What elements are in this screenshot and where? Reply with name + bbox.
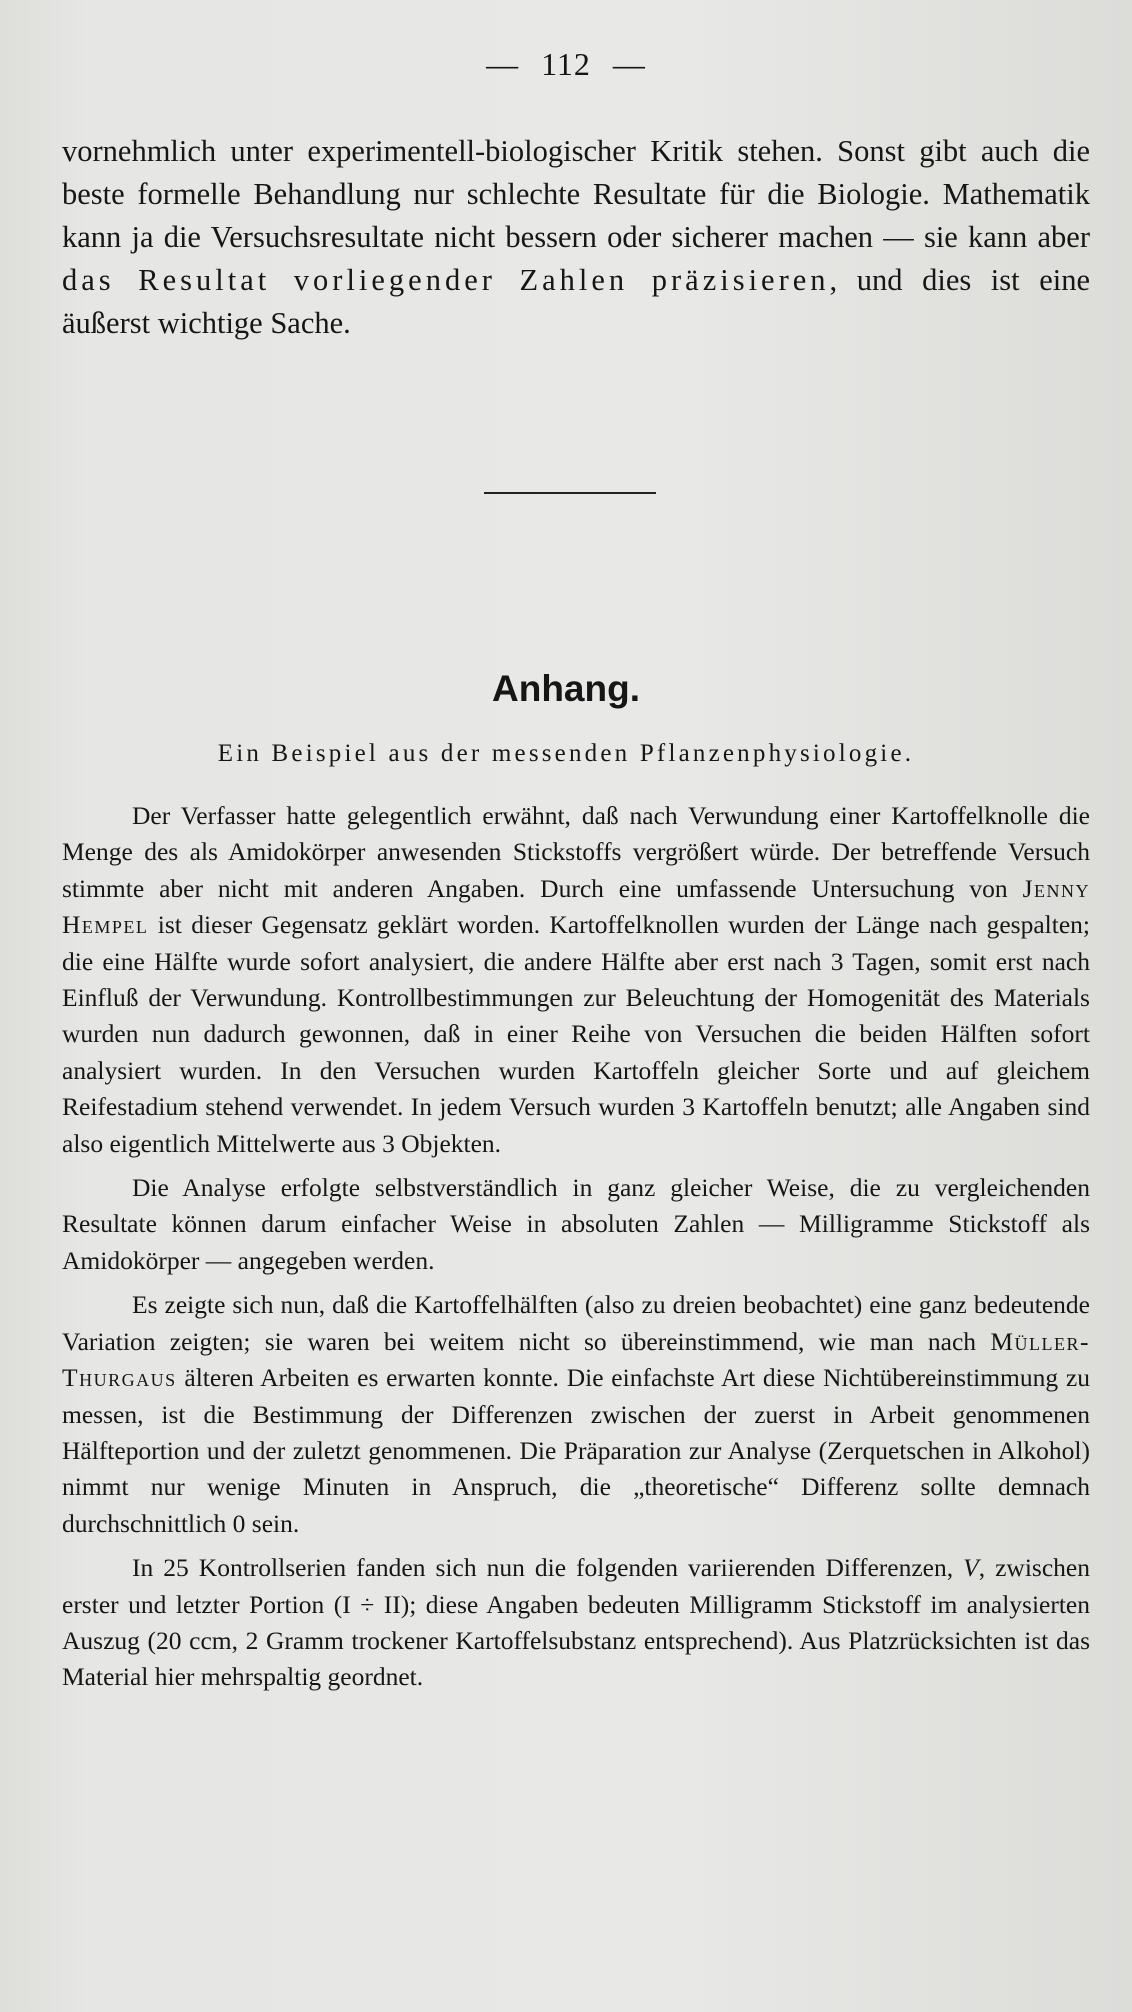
intro-paragraph bbox=[62, 130, 1090, 345]
p1-text-b: ist dieser Gegensatz geklärt worden. Kartoffelknollen wurden der Länge nach gespalten; die eine Hälfte wurde sofort analysiert, die andere Hälfte aber erst nach 3 Tagen, somit erst nach Einfluß der Verwundung. Kontrollbestimmungen zur Beleuchtung der Homogenität des Materials wurden nun dadurch gewonnen, daß in einer Reihe von Versuchen die beiden Hälften sofort analysiert wurden. In den Versuchen wurden Kartoffeln gleicher Sorte und auf gleichem Reifestadium stehend verwendet. In jedem Versuch wurden 3 Kartoffeln benutzt; alle Angaben sind also eigentlich Mittelwerte aus 3 Objekten. bbox=[62, 910, 1090, 1158]
paragraph-2: Die Analyse erfolgte selbstverständlich in ganz gleicher Weise, die zu vergleichenden Resultate können darum einfacher Weise in absoluten Zahlen — Milligramme Stickstoff als Amidokörper — angegeben werden. bbox=[62, 1173, 1090, 1275]
paragraph-4 bbox=[62, 1550, 1090, 1696]
variable-v: V bbox=[963, 1553, 979, 1583]
page-number-dash-right: — bbox=[612, 46, 646, 82]
page-number-dash-left: — bbox=[486, 46, 520, 82]
intro-text-2: , und dies ist eine äußerst wichtige Sache. bbox=[62, 263, 1091, 340]
section-divider bbox=[484, 492, 656, 494]
p1-text-a: Der Verfasser hatte gelegentlich erwähnt, daß nach Verwundung einer Kartoffelknolle die Menge des als Amidokörper anwesenden Stickstoffs vergrößert würde. Der betreffende Versuch stimmte aber nicht mit anderen Angaben. Durch eine umfassende Untersuchung von bbox=[62, 801, 1090, 903]
page-number-value: 112 bbox=[541, 46, 591, 82]
p3-text-a: Es zeigte sich nun, daß die Kartoffelhälften (also zu dreien beobachtet) eine ganz bedeutende Variation zeigten; sie waren bei weitem nicht so übereinstimmend, wie man nach bbox=[62, 1290, 1090, 1356]
page-number bbox=[0, 46, 1132, 83]
appendix-title: Anhang. bbox=[492, 668, 640, 709]
paragraph-1 bbox=[62, 798, 1090, 1162]
p4-text-b: , zwischen erster und letzter Portion (I ÷ II); diese Angaben bedeuten Milligramm Stickstoff im analysierten Auszug (20 ccm, 2 Gramm trockener Kartoffelsubstanz entsprechend). Aus Platzrücksichten ist das Material hier mehrspaltig geordnet. bbox=[62, 1553, 1090, 1692]
author-name-hempel: Jenny Hempel bbox=[62, 873, 1090, 940]
appendix-body bbox=[62, 798, 1090, 1696]
p4-text-a: In 25 Kontrollserien fanden sich nun die folgenden variierenden Differenzen, bbox=[132, 1553, 964, 1583]
p3-text-b: älteren Arbeiten es erwarten konnte. Die einfachste Art diese Nichtübereinstimmung zu messen, ist die Bestimmung der Differenzen zwischen der zuerst in Arbeit genommenen Hälfteportion und der zuletzt genommenen. Die Präparation zur Analyse (Zerquetschen in Alkohol) nimmt nur wenige Minuten in Anspruch, die „theoretische“ Differenz sollte demnach durchschnittlich 0 sein. bbox=[62, 1363, 1090, 1538]
intro-spaced-emphasis: das Resultat vorliegender Zahlen präzisieren bbox=[62, 263, 830, 297]
appendix-subtitle: Ein Beispiel aus der messenden Pflanzenphysiologie. bbox=[217, 740, 915, 767]
author-name-mueller-thurgau: Müller-Thurgaus bbox=[62, 1326, 1090, 1393]
paragraph-3 bbox=[62, 1287, 1090, 1542]
intro-text-1: vornehmlich unter experimentell-biologischer Kritik stehen. Sonst gibt auch die beste formelle Behandlung nur schlechte Resultate für die Biologie. Mathematik kann ja die Versuchsresultate nicht bessern oder sicherer machen — sie kann aber bbox=[62, 134, 1090, 254]
